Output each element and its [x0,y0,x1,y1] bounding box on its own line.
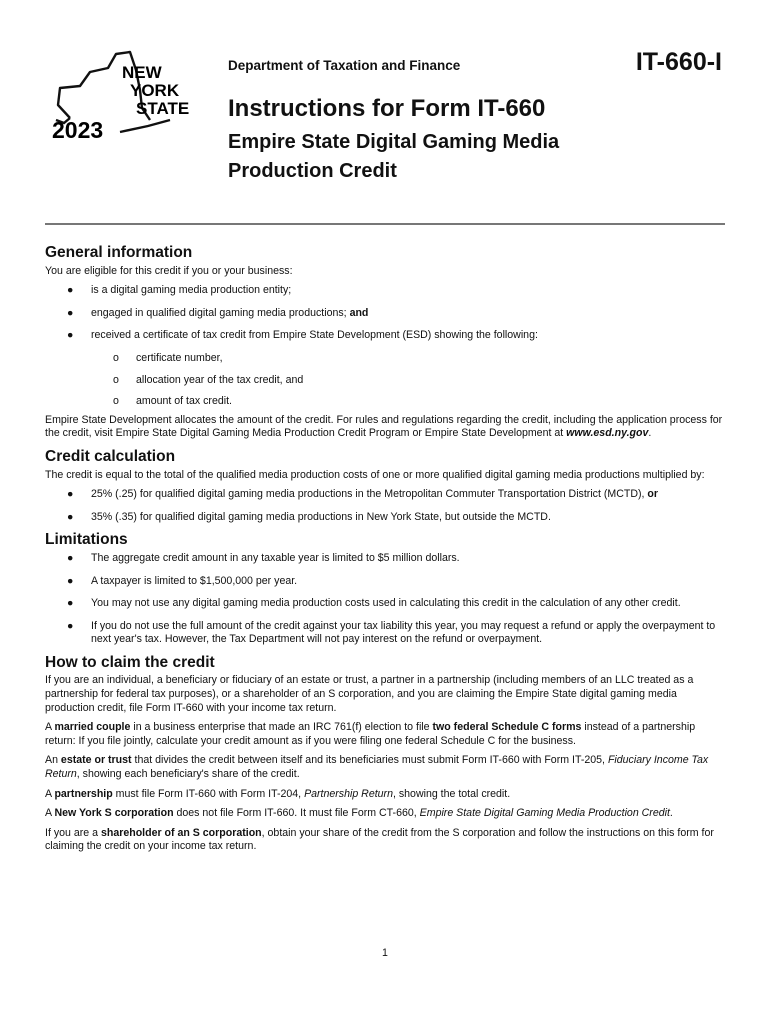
esd-url[interactable]: www.esd.ny.gov [566,427,649,440]
form-number: IT-660-I [635,48,722,76]
claim-heading: How to claim the credit [45,653,215,671]
bullet-icon: ● [67,284,74,297]
limitations-heading: Limitations [45,531,128,549]
circle-bullet-icon: o [113,373,119,386]
page-title: Instructions for Form IT-660 [228,95,546,122]
page-subtitle: Empire State Digital Gaming Media Production Credit [228,131,560,182]
logo-state: STATE [136,99,190,118]
list-item: ● If you do not use the full amount of the credit against your tax liability this year, you may request a refund or apply the overpayment to next year's tax. However, the Tax Department will not pay interest on the refund or overpayment. [67,619,716,646]
claim-paragraph-5: A New York S corporation does not file Form IT-660. It must file Form CT-660, Empire State Digital Gaming Media Production Credit. [45,807,673,820]
list-item: ● The aggregate credit amount in any taxable year is limited to $5 million dollars. [67,551,460,564]
general-paragraph: Empire State Development allocates the amount of the credit. For rules and regulations regarding the credit, including the application process for the credit, visit Empire State Digital Gaming Media Production Credit Program or Empire State Development at www.esd.ny.gov. [45,413,723,440]
eligibility-list [45,284,725,343]
page-number: 1 [382,947,388,959]
claim-paragraph-1: If you are an individual, a beneficiary or fiduciary of an estate or trust, a partner in a partnership (including members of an LLC treated as a partnership for federal tax purposes), or a shareholder of an S corporation, and you are claiming the Empire State digital gaming media production credit, file Form IT-660 with your income tax return. [45,674,694,714]
general-heading: General information [45,244,193,261]
credit-calc-heading: Credit calculation [45,447,176,465]
claim-paragraph-3: An estate or trust that divides the credit between itself and its beneficiaries must submit Form IT-660 with Form IT-205, Fiduciary Income Tax Return, showing each beneficiary's share of the credit. [45,754,709,781]
rates-list [45,488,725,524]
list-item: o allocation year of the tax credit, and [113,373,304,386]
circle-bullet-icon: o [113,351,119,364]
list-item: ● 25% (.25) for qualified digital gaming media productions in the Metropolitan Commuter Transportation District (MCTD), or [67,488,659,501]
list-item: ● A taxpayer is limited to $1,500,000 per year. [67,574,298,587]
list-item: ● received a certificate of tax credit from Empire State Development (ESD) showing the following: [67,329,538,342]
bullet-icon: ● [67,510,74,523]
header-divider [45,223,725,225]
bullet-icon: ● [67,597,74,610]
department-name: Department of Taxation and Finance [228,58,461,73]
claim-paragraph-6: If you are a shareholder of an S corporation, obtain your share of the credit from the S corporation and follow the instructions on this form for claiming the credit on your income tax return. [45,826,714,853]
limitations-list [45,552,725,647]
circle-bullet-icon: o [113,395,119,408]
bullet-icon: ● [67,619,74,632]
list-item: ● 35% (.35) for qualified digital gaming media productions in New York State, but outside the MCTD. [67,510,551,523]
list-item: ● engaged in qualified digital gaming media productions; and [67,306,369,319]
document-body [45,246,725,860]
credit-calc-intro: The credit is equal to the total of the qualified media production costs of one or more qualified digital gaming media productions multiplied by: [45,468,705,481]
claim-paragraph-2: A married couple in a business enterprise that made an IRC 761(f) election to file two federal Schedule C forms instead of a partnership return: If you file jointly, calculate your credit amount as if you were filing one federal Schedule C for the business. [45,721,696,747]
nys-logo [50,50,190,145]
logo-new: NEW [122,63,162,82]
esd-program-link[interactable]: Empire State Digital Gaming Media Production Credit Program [115,427,410,440]
certificate-details-list [45,352,725,409]
logo-york: YORK [130,81,180,100]
bullet-icon: ● [67,551,74,564]
list-item: o certificate number, [113,351,223,364]
claim-paragraph-4: A partnership must file Form IT-660 with Form IT-204, Partnership Return, showing the total credit. [45,787,511,800]
general-intro: You are eligible for this credit if you or your business: [45,264,293,277]
bullet-icon: ● [67,488,74,501]
logo-year: 2023 [52,117,104,143]
list-item: ● You may not use any digital gaming media production costs used in calculating this credit in the calculation of any other credit. [67,597,681,610]
form-header [0,0,770,230]
list-item: o amount of tax credit. [113,395,232,408]
bullet-icon: ● [67,306,74,319]
bullet-icon: ● [67,574,74,587]
bullet-icon: ● [67,329,74,342]
list-item: ● is a digital gaming media production entity; [67,284,292,297]
